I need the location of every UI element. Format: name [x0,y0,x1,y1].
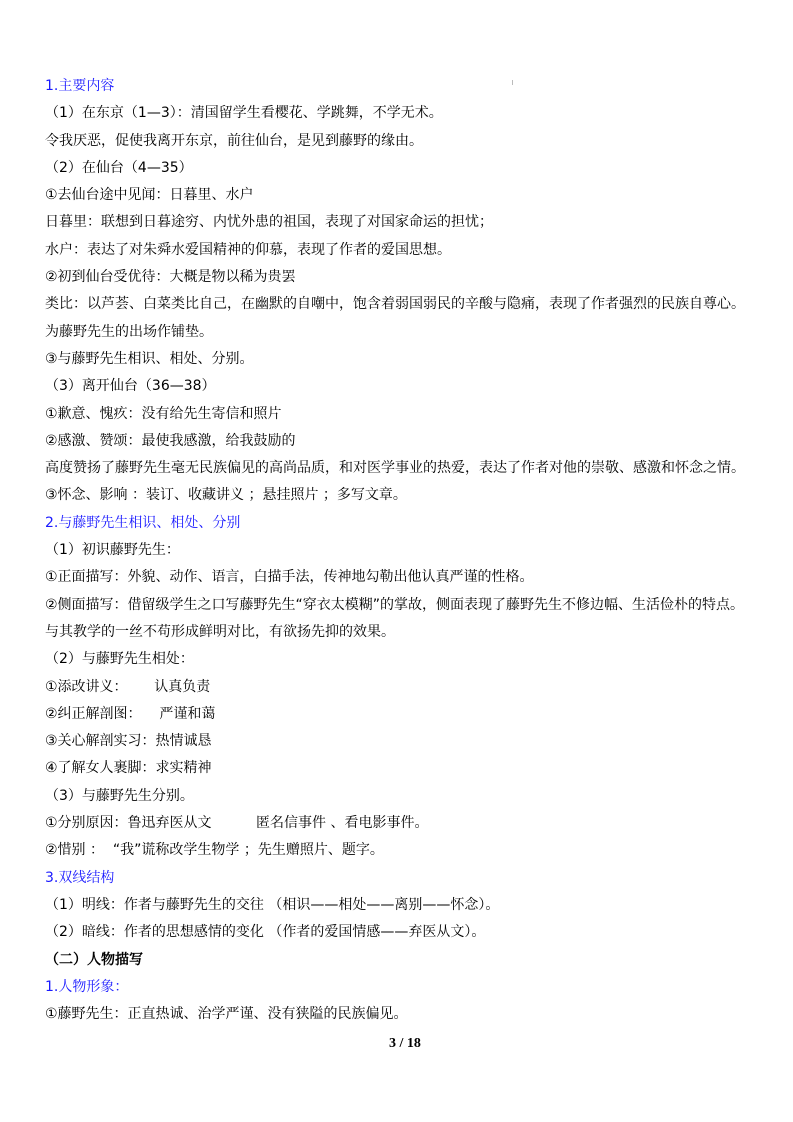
text-line: 类比：以芦荟、白菜类比自己，在幽默的自嘲中，饱含着弱国弱民的辛酸与隐痛，表现了作者强烈的民族自尊心。 [45,296,745,313]
text-line: （1）初识藤野先生： [45,542,180,559]
section-heading: 1.主要内容 [45,78,115,94]
text-line: （2）在仙台（4—35） [45,159,193,176]
document-body [45,73,785,1028]
text-line: ②侧面描写：借留级学生之口写藤野先生“穿衣太模糊”的掌故，侧面表现了藤野先生不修边幅、生活俭朴的特点。 [45,596,745,613]
text-line: 为藤野先生的出场作铺垫。 [45,323,213,340]
text-line: （2）暗线：作者的思想感情的变化 （作者的爱国情感——弃医从文）。 [45,924,486,941]
text-line: ①正面描写：外貌、动作、语言，白描手法，传神地勾勒出他认真严谨的性格。 [45,569,534,586]
text-line: ②纠正解剖图： 严谨和蔼 [45,705,216,722]
text-line: ③关心解剖实习：热情诚恳 [45,733,212,750]
section-heading: 2.与藤野先生相识、相处、分别 [45,514,241,531]
text-line: 与其教学的一丝不苟形成鲜明对比，有欲扬先抑的效果。 [45,623,395,640]
text-line: （1）明线：作者与藤野先生的交往 （相识——相处——离别——怀念）。 [45,896,500,913]
section-heading: 3.双线结构 [45,869,115,886]
text-line: ①分别原因：鲁迅弃医从文 匿名信事件 、看电影事件。 [45,815,429,832]
section-heading: 1.人物形象： [45,978,129,995]
text-line: ④了解女人裹脚：求实精神 [45,760,212,777]
chapter-heading: （二）人物描写 [45,951,143,968]
text-line: 令我厌恶，促使我离开东京，前往仙台，是见到藤野的缘由。 [45,132,423,149]
page-number: 3 / 18 [389,1036,421,1051]
text-line: ①歉意、愧疚：没有给先生寄信和照片 [45,405,282,422]
text-line: ②感激、赞颂：最使我感激，给我鼓励的 [45,432,296,449]
text-line: （3）离开仙台（36—38） [45,378,216,395]
text-line: ③与藤野先生相识、相处、分别。 [45,350,254,367]
text-line: ①去仙台途中见闻：日暮里、水户 [45,187,254,204]
text-line: 日暮里：联想到日暮途穷、内忧外患的祖国，表现了对国家命运的担忧； [45,214,493,231]
text-line: ②惜别 ： “我”谎称改学生物学 ；先生赠照片、题字。 [45,842,384,859]
text-line: 水户：表达了对朱舜水爱国精神的仰慕，表现了作者的爱国思想。 [45,241,451,258]
text-line: ③怀念、影响 ：装订、收藏讲义 ；悬挂照片 ；多写文章。 [45,487,407,504]
text-line: （3）与藤野先生分别。 [45,787,194,804]
text-line: ①藤野先生：正直热诚、治学严谨、没有狭隘的民族偏见。 [45,1006,408,1023]
text-line: ①添改讲义： 认真负责 [45,678,211,695]
text-line: 高度赞扬了藤野先生毫无民族偏见的高尚品质，和对医学事业的热爱，表达了作者对他的崇敬、感激和怀念之情。 [45,460,745,477]
text-line: ②初到仙台受优待：大概是物以稀为贵罢 [45,269,296,286]
text-line: （1）在东京（1—3）：清国留学生看樱花、学跳舞，不学无术。 [45,105,443,122]
text-line: （2）与藤野先生相处： [45,651,194,668]
